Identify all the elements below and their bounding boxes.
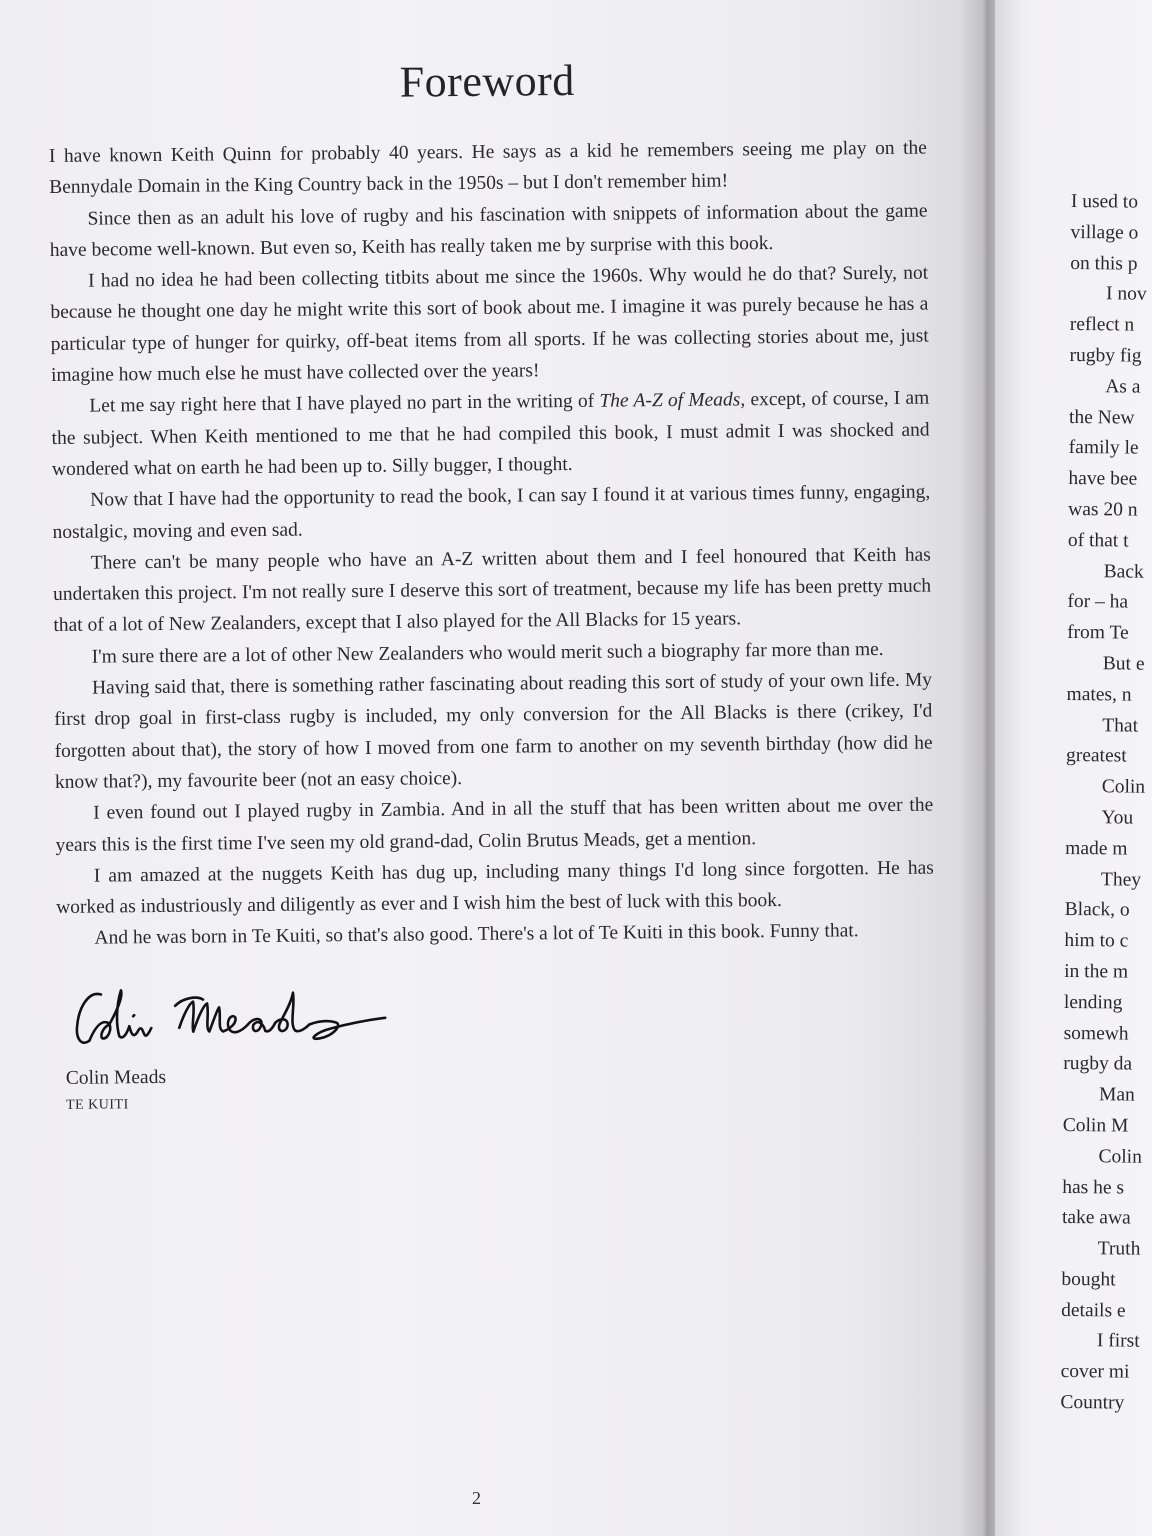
right-page-line: I used to xyxy=(1070,190,1139,213)
paragraph-10: I am amazed at the nuggets Keith has dug up, including many things I'd long since forgotten. He has worked as industriously and diligently as ever and I wish him the best of luck with this book. xyxy=(56,857,934,919)
paragraph-5: Now that I have had the opportunity to read the book, I can say I found it at various times funny, engaging, nostalgic, moving and even sad. xyxy=(52,481,931,543)
right-page-line: Back xyxy=(1103,560,1144,583)
right-page-line: Colin xyxy=(1101,776,1146,798)
right-page-line: the New xyxy=(1068,406,1135,429)
signatory-place: TE KUITI xyxy=(65,1096,129,1113)
paragraph-7: I'm sure there are a lot of other New Zealanders who would merit such a biography far more than me. xyxy=(91,638,884,668)
right-page-line: That xyxy=(1102,714,1139,737)
right-page-line: mates, n xyxy=(1066,683,1132,706)
handwritten-signature xyxy=(67,974,388,1057)
paragraph-9: I even found out I played rugby in Zambia. And in all the stuff that has been written about me over the years this is the first time I've seen my old grand-dad, Colin Brutus Meads, get a mention. xyxy=(55,794,934,856)
paragraph-8: Having said that, there is something rather fascinating about reading this sort of study of your own life. My first drop goal in first-class rugby is included, my only conversion for the All Blacks is there (crikey, I'd forgotten about that), the story of how I moved from one farm to another on my seventh birthday (how did he know that?), my favourite beer (not an easy choice). xyxy=(54,669,933,793)
right-page-line: Man xyxy=(1098,1084,1135,1106)
right-page-line: was 20 n xyxy=(1068,498,1138,521)
right-page-line: details e xyxy=(1061,1299,1126,1322)
signatory-name: Colin Meads xyxy=(65,1066,167,1089)
right-page-line: Truth xyxy=(1097,1238,1141,1260)
page-number: 2 xyxy=(472,1488,481,1508)
right-page-line: greatest xyxy=(1065,745,1127,767)
right-page-line: has he s xyxy=(1062,1176,1125,1199)
right-page-line: somewh xyxy=(1063,1022,1129,1045)
right-page-line: bought xyxy=(1061,1268,1116,1291)
paragraph-1: I have known Keith Quinn for probably 40 years. He says as a kid he remembers seeing me play on the Bennydale Domain in the King Country back in the 1950s – but I don't remember him! xyxy=(48,137,927,199)
paragraph-6: There can't be many people who have an A-Z written about them and I feel honoured that Keith has undertaken this project. I'm not really sure I deserve this sort of treatment, because my life has been pretty much that of a lot of New Zealanders, except that I also played for the All Blacks for 15 years. xyxy=(53,544,932,637)
paragraph-4-after: , except, of course, I am the subject. When Keith mentioned to me that he had compiled this book, I must admit I was shocked and wondered what on earth he had been up to. Silly bugger, I thought. xyxy=(51,387,930,480)
right-page-line: rugby fig xyxy=(1069,344,1142,367)
right-page-line: on this p xyxy=(1070,252,1138,275)
right-page-line: Black, o xyxy=(1064,899,1130,921)
foreword-content xyxy=(48,52,936,1114)
right-page-line: family le xyxy=(1068,437,1139,459)
right-page-line: made m xyxy=(1065,837,1128,860)
right-page-line: I nov xyxy=(1105,283,1147,306)
right-page-line: have bee xyxy=(1068,468,1138,490)
book-title-italic: The A-Z of Meads xyxy=(599,389,741,413)
paragraph-4 xyxy=(51,383,930,485)
right-page xyxy=(995,0,1152,1536)
right-page-line: reflect n xyxy=(1069,314,1135,336)
right-page-line: rugby da xyxy=(1063,1053,1133,1075)
right-page-line: They xyxy=(1100,868,1142,891)
right-page-text xyxy=(1060,187,1152,1421)
right-page-line: Country xyxy=(1060,1392,1125,1414)
right-page-line: You xyxy=(1101,807,1134,829)
right-page-line: cover mi xyxy=(1060,1361,1130,1383)
right-page-line: I first xyxy=(1096,1330,1140,1353)
right-page-line: in the m xyxy=(1064,960,1129,983)
right-page-line: of that t xyxy=(1067,529,1129,552)
right-page-line: from Te xyxy=(1067,622,1129,644)
paragraph-3: I had no idea he had been collecting titbits about me since the 1960s. Why would he do that? Surely, not because he thought one day he might write this sort of book about me. I imagine it was purely because he has a particular type of hunger for quirky, off-beat items from all sports. If he was collecting stories about me, just imagine how much else he must have collected over the years! xyxy=(50,262,929,387)
right-page-line: him to c xyxy=(1064,930,1129,952)
right-page-line: Colin M xyxy=(1062,1114,1129,1137)
right-page-line: As a xyxy=(1105,376,1141,398)
paragraph-2: Since then as an adult his love of rugby and his fascination with snippets of information about the game have become well-known. But even so, Keith has really taken me by surprise with this book. xyxy=(49,200,928,261)
paragraph-11: And he was born in Te Kuiti, so that's also good. There's a lot of Te Kuiti in this book. Funny that. xyxy=(94,920,859,950)
page-title: Foreword xyxy=(399,55,576,107)
paragraph-4-before: Let me say right here that I have played no part in the writing of xyxy=(89,391,600,417)
right-page-line: lending xyxy=(1063,991,1123,1014)
right-page-line: take awa xyxy=(1061,1207,1131,1229)
right-page-line: for – ha xyxy=(1067,591,1129,613)
right-page-line: But e xyxy=(1102,653,1145,675)
right-page-line: Colin xyxy=(1098,1145,1142,1168)
right-page-line: village o xyxy=(1070,221,1139,244)
